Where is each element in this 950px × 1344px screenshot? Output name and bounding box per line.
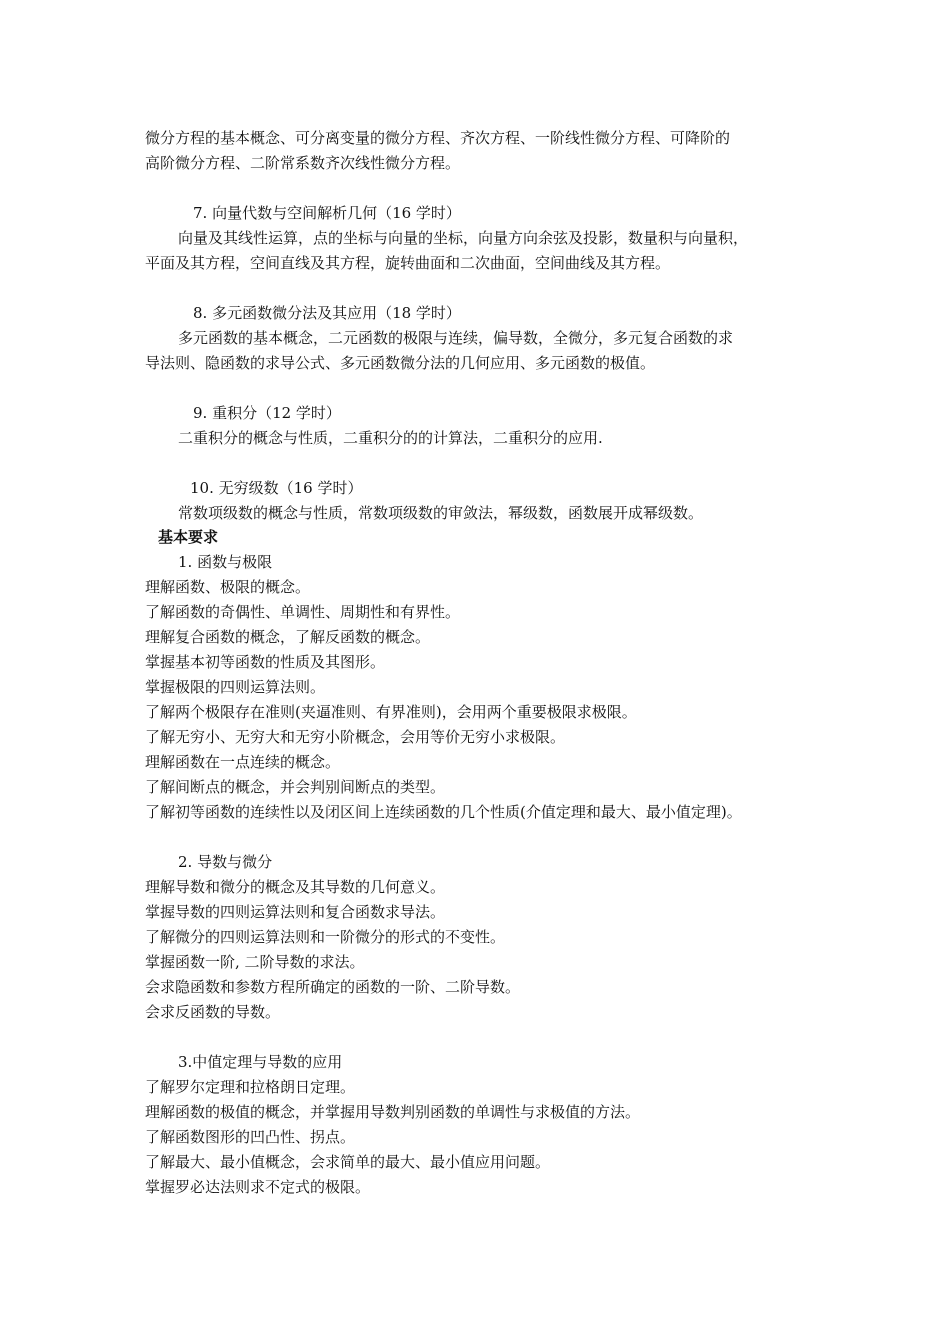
requirement-item: 了解间断点的概念，并会判别间断点的类型。: [145, 778, 446, 796]
requirement-item: 理解导数和微分的概念及其导数的几何意义。: [145, 878, 446, 896]
requirement-item: 掌握极限的四则运算法则。: [145, 678, 326, 696]
section-heading: 8. 多元函数微分法及其应用（18 学时）: [193, 304, 461, 322]
requirement-item: 理解函数、极限的概念。: [145, 578, 311, 596]
requirement-item: 掌握导数的四则运算法则和复合函数求导法。: [145, 903, 446, 921]
requirement-item: 会求反函数的导数。: [145, 1003, 281, 1021]
requirement-item: 理解复合函数的概念，了解反函数的概念。: [145, 628, 431, 646]
section-heading: 7. 向量代数与空间解析几何（16 学时）: [193, 204, 461, 222]
paragraph-line: 平面及其方程，空间直线及其方程，旋转曲面和二次曲面，空间曲线及其方程。: [145, 254, 671, 272]
requirement-item: 了解微分的四则运算法则和一阶微分的形式的不变性。: [145, 928, 506, 946]
paragraph-line: 导法则、隐函数的求导公式、多元函数微分法的几何应用、多元函数的极值。: [145, 354, 656, 372]
paragraph-line: 高阶微分方程、二阶常系数齐次线性微分方程。: [145, 154, 461, 172]
paragraph-line: 多元函数的基本概念，二元函数的极限与连续，偏导数，全微分，多元复合函数的求: [178, 329, 734, 347]
paragraph-line: 二重积分的概念与性质，二重积分的的计算法，二重积分的应用.: [178, 429, 603, 447]
paragraph-line: 常数项级数的概念与性质，常数项级数的审敛法，幂级数，函数展开成幂级数。: [178, 504, 704, 522]
subsection-heading: 3.中值定理与导数的应用: [178, 1053, 343, 1071]
requirement-item: 掌握罗必达法则求不定式的极限。: [145, 1178, 371, 1196]
paragraph-line: 向量及其线性运算，点的坐标与向量的坐标，向量方向余弦及投影，数量积与向量积，: [178, 229, 749, 247]
paragraph-line: 微分方程的基本概念、可分离变量的微分方程、齐次方程、一阶线性微分方程、可降阶的: [145, 129, 731, 147]
section-heading: 10. 无穷级数（16 学时）: [190, 479, 363, 497]
requirement-item: 掌握基本初等函数的性质及其图形。: [145, 653, 386, 671]
requirement-item: 理解函数的极值的概念，并掌握用导数判别函数的单调性与求极值的方法。: [145, 1103, 641, 1121]
section-heading: 9. 重积分（12 学时）: [193, 404, 341, 422]
requirement-item: 了解函数图形的凹凸性、拐点。: [145, 1128, 356, 1146]
requirement-item: 会求隐函数和参数方程所确定的函数的一阶、二阶导数。: [145, 978, 521, 996]
requirement-item: 理解函数在一点连续的概念。: [145, 753, 341, 771]
requirement-item: 掌握函数一阶, 二阶导数的求法。: [145, 953, 365, 971]
requirement-item: 了解罗尔定理和拉格朗日定理。: [145, 1078, 356, 1096]
requirement-item: 了解两个极限存在准则(夹逼准则、有界准则)，会用两个重要极限求极限。: [145, 703, 637, 721]
requirements-heading: 基本要求: [158, 528, 219, 546]
requirement-item: 了解最大、最小值概念，会求简单的最大、最小值应用问题。: [145, 1153, 551, 1171]
subsection-heading: 2. 导数与微分: [178, 853, 273, 871]
requirement-item: 了解无穷小、无穷大和无穷小阶概念，会用等价无穷小求极限。: [145, 728, 566, 746]
subsection-heading: 1. 函数与极限: [178, 553, 273, 571]
requirement-item: 了解函数的奇偶性、单调性、周期性和有界性。: [145, 603, 461, 621]
requirement-item: 了解初等函数的连续性以及闭区间上连续函数的几个性质(介值定理和最大、最小值定理)。: [145, 803, 742, 821]
